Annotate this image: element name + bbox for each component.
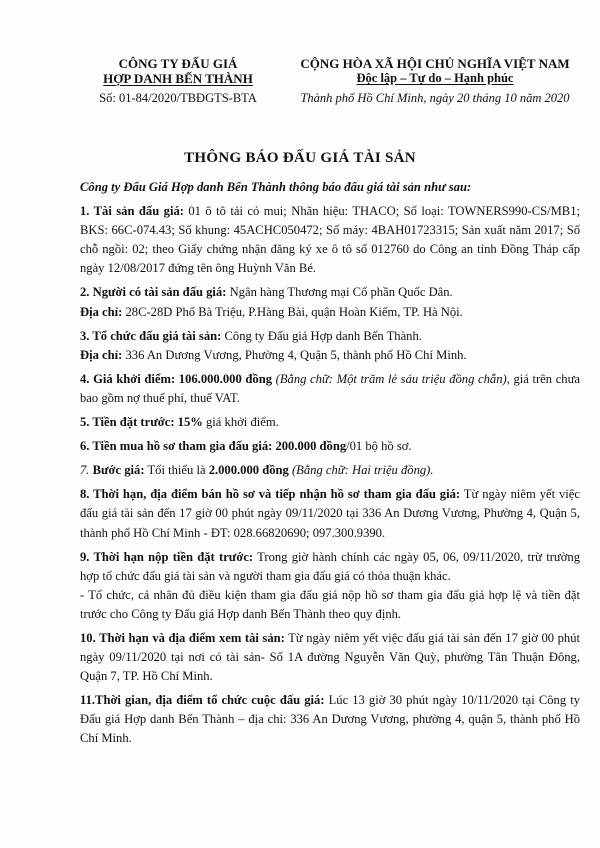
motto-text: Độc lập – Tự do – Hạnh phúc — [356, 71, 514, 85]
section-9 — [80, 548, 580, 624]
section-9-note: - Tổ chức, cá nhân đủ điều kiện tham gia đấu giá nộp hồ sơ tham gia đấu giá hợp lệ và tiền đặt trước cho Công ty Đấu giá Hợp danh Bến Thành theo quy định. — [80, 587, 580, 621]
reference-number: Số: 01-84/2020/TBĐGTS-BTA — [99, 91, 257, 105]
section-1-text: 01 ô tô tải có mui; Nhãn hiệu: THACO; Số loại: TOWNERS990-CS/MB1; BKS: 66C-074.43; Số khung: 45ACHC050472; Số máy: 4BAH01723315; Sản xuất năm 2017; Số chỗ ngồi: 02; theo Giấy chứng nhận đăng ký xe ô tô số 012760 do Công an tỉnh Đồng Tháp cấp ngày 12/08/2017 đứng tên ông Huỳnh Văn Bé. — [80, 204, 580, 276]
section-3 — [80, 327, 580, 365]
section-2-address-label: Địa chỉ: — [80, 304, 123, 319]
section-4 — [80, 370, 580, 408]
section-5-text: giá khởi điểm. — [202, 415, 279, 430]
section-1-label: 1. Tài sản đấu giá: — [80, 204, 184, 219]
section-2 — [80, 283, 580, 321]
section-6-label: 6. Tiền mua hồ sơ tham gia đấu giá: 200.000 đồng — [80, 439, 347, 454]
section-2-text: Ngân hàng Thương mại Cổ phần Quốc Dân. — [226, 285, 453, 300]
org-name-line1: CÔNG TY ĐẤU GIÁ — [118, 56, 238, 71]
section-5 — [80, 413, 580, 432]
national-header — [290, 56, 580, 106]
section-6-text: /01 bộ hồ sơ. — [346, 439, 412, 454]
section-8-label: 8. Thời hạn, địa điểm bán hồ sơ và tiếp nhận hồ sơ tham gia đấu giá: — [80, 487, 461, 502]
section-5-label: 5. Tiền đặt trước: 15% — [80, 415, 203, 430]
section-7-text: Tối thiểu là — [144, 463, 209, 478]
section-3-label: 3. Tổ chức đấu giá tài sản: — [80, 328, 222, 343]
section-7-label: Bước giá: — [92, 463, 145, 478]
issue-date: Thành phố Hồ Chí Minh, ngày 20 tháng 10 năm 2020 — [300, 91, 570, 105]
section-3-address-label: Địa chỉ: — [80, 347, 123, 362]
section-3-address: 336 An Dương Vương, Phường 4, Quận 5, thành phố Hồ Chí Minh. — [122, 347, 467, 362]
section-7 — [80, 461, 580, 480]
section-10-text: Từ ngày niêm yết việc đấu giá tài sản đến 17 giờ 00 phút ngày 09/11/2020 tại nơi có tài sản- Số 1A đường Nguyễn Văn Quỳ, phường Tân Thuận Đông, Quận 7, TP. Hồ Chí Minh. — [80, 630, 580, 684]
section-7-words: (Bằng chữ: Hai triệu đồng). — [288, 463, 434, 478]
intro-line: Công ty Đấu Giá Hợp danh Bến Thành thông báo đấu giá tài sản như sau: — [80, 180, 472, 194]
section-2-address: 28C-28D Phố Bà Triệu, P.Hàng Bài, quận Hoàn Kiếm, TP. Hà Nội. — [122, 304, 463, 319]
national-motto — [290, 71, 580, 86]
section-2-label: 2. Người có tài sản đấu giá: — [80, 285, 227, 300]
section-1 — [80, 202, 580, 278]
section-10-label: 10. Thời hạn và địa điểm xem tài sản: — [80, 630, 285, 645]
section-11 — [80, 691, 580, 748]
section-7-number: 7. — [80, 463, 93, 478]
section-9-text: Trong giờ hành chính các ngày 05, 06, 09/11/2020, trừ trường hợp tổ chức đấu giá tài sản và người tham gia đấu giá có thỏa thuận khác. — [80, 549, 580, 583]
org-name-line2: HỢP DANH BẾN THÀNH — [103, 71, 253, 86]
section-6 — [80, 437, 580, 456]
section-4-words: (Bằng chữ: Một trăm lẻ sáu triệu đồng chẵn) — [272, 371, 507, 386]
section-11-text: Lúc 13 giờ 30 phút ngày 10/11/2020 tại Công ty Đấu giá Hợp danh Bến Thành – địa chỉ: 336 An Dương Vương, phường 4, quận 5, thành phố Hồ Chí Minh. — [80, 693, 581, 746]
section-4-label: 4. Giá khởi điểm: 106.000.000 đồng — [80, 371, 273, 386]
section-8 — [80, 485, 580, 542]
issuer-header — [78, 56, 278, 106]
nation-name: CỘNG HÒA XÃ HỘI CHỦ NGHĨA VIỆT NAM — [300, 56, 570, 71]
document-title: THÔNG BÁO ĐẤU GIÁ TÀI SẢN — [184, 150, 416, 166]
section-11-label: 11.Thời gian, địa điểm tổ chức cuộc đấu giá: — [80, 693, 325, 708]
section-9-label: 9. Thời hạn nộp tiền đặt trước: — [80, 549, 254, 564]
document-body — [80, 178, 580, 754]
section-3-text: Công ty Đấu giá Hợp danh Bến Thành. — [221, 328, 422, 343]
section-8-text: Từ ngày niêm yết việc đấu giá tài sản đến 17 giờ 00 phút ngày 09/11/2020 tại 336 An Dương Vương, Phường 4, Quận 5, thành phố Hồ Chí Minh - ĐT: 028.66820690; 097.300.9390. — [80, 487, 580, 540]
section-7-amount: 2.000.000 đồng — [208, 463, 289, 478]
section-10 — [80, 629, 580, 686]
section-4-text: , giá trên chưa bao gồm nợ thuế phí, thuế VAT. — [80, 371, 581, 405]
